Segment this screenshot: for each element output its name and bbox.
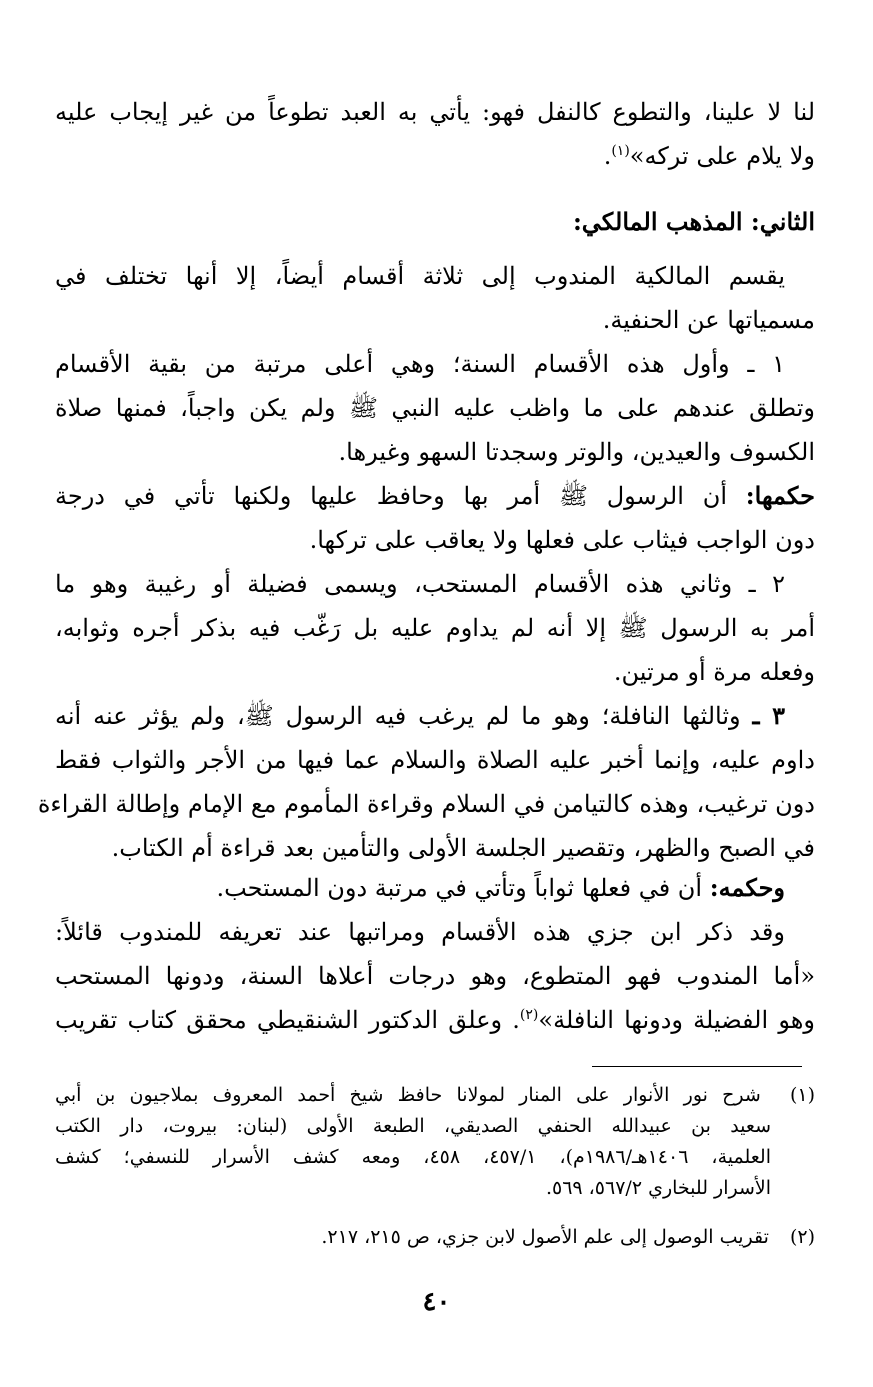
section-heading-maliki: الثاني: المذهب المالكي: [572,207,815,236]
body-line-16: في الصبح والظهر، وتقصير الجلسة الأولى والتأمين بعد قراءة أم الكتاب. [111,834,815,862]
footnote-2-text: تقريب الوصول إلى علم الأصول لابن جزي، ص ٢١٥، ٢١٧. [321,1226,769,1248]
body-line-6: وتطلق عندهم على ما واظب عليه النبي ﷺ ولم يكن واجباً، فمنها صلاة [55,394,815,422]
footnote-ref-1[interactable]: (١) [611,143,630,159]
body-line-8-text: أن الرسول ﷺ أمر بها وحافظ عليها ولكنها تأتي في درجة [55,482,746,510]
body-line-1: لنا لا علينا، والتطوع كالنفل فهو: يأتي به العبد تطوعاً من غير إيجاب عليه [55,98,815,126]
body-line-13-text: وثالثها النافلة؛ وهو ما لم يرغب فيه الرسول ﷺ، ولم يؤثر عنه أنه [55,702,753,730]
body-line-19: «أما المندوب فهو المتطوع، وهو درجات أعلاها السنة، ودونها المستحب [55,962,815,990]
quote-end: وهو الفضيلة ودونها النافلة» [538,1006,815,1034]
footnote-1-number: (١) [789,1084,815,1106]
body-line-5: ١ ـ وأول هذه الأقسام السنة؛ وهي أعلى مرتبة من بقية الأقسام [55,350,786,378]
body-line-3: يقسم المالكية المندوب إلى ثلاثة أقسام أيضاً، إلا أنها تختلف في [55,262,785,290]
body-line-18: وقد ذكر ابن جزي هذه الأقسام ومراتبها عند تعريفه للمندوب قائلاً: [55,918,785,946]
footnote-separator [592,1066,802,1067]
body-line-2 [55,134,815,178]
footnote-2-number: (٢) [789,1226,815,1248]
body-line-11: أمر به الرسول ﷺ إلا أنه لم يداوم عليه بل رَغّب فيه بذكر أجره وثوابه، [55,614,815,642]
footnote-ref-2[interactable]: (٢) [519,1007,539,1023]
body-line-17 [55,866,815,910]
body-line-13 [55,694,815,738]
footnote-1-line-3: العلمية، ١٤٠٦هـ/١٩٨٦م)، ٤٥٧/١، ٤٥٨، ومعه كشف الأسرار للنسفي؛ كشف [55,1146,771,1168]
body-line-7: الكسوف والعيدين، والوتر وسجدتا السهو وغيرها. [338,438,815,466]
body-line-8 [55,474,815,518]
body-line-2-text: ولا يلام على تركه» [629,142,815,170]
body-line-17-text: أن في فعلها ثواباً وتأتي في مرتبة دون المستحب. [216,874,710,902]
body-line-4: مسمياتها عن الحنفية. [602,306,815,334]
ruling-label-nafilah: وحكمه: [709,873,785,902]
item-number-3: ٣ ـ [752,701,786,730]
body-line-20-text: . وعلق الدكتور الشنقيطي محقق كتاب تقريب [55,1006,520,1034]
body-line-15: دون ترغيب، وهذه كالتيامن في السلام وقراءة المأموم مع الإمام وإطالة القراءة [37,790,815,818]
body-line-10: ٢ ـ وثاني هذه الأقسام المستحب، ويسمى فضيلة أو رغيبة وهو ما [55,570,785,598]
footnote-1-text-1: شرح نور الأنوار على المنار لمولانا حافظ شيخ أحمد المعروف بملاجيون بن أبي [55,1084,761,1106]
body-line-12: وفعله مرة أو مرتين. [613,658,815,686]
page-number: ٤٠ [422,1287,451,1317]
footnote-2-line-1 [55,1222,815,1253]
footnote-1-line-1 [55,1080,815,1111]
ruling-label-sunnah: حكمها: [745,481,815,510]
footnote-1-line-2: سعيد بن عبيدالله الحنفي الصديقي، الطبعة الأولى (لبنان: بيروت، دار الكتب [55,1115,771,1137]
body-line-2-period: . [603,142,612,170]
body-line-9: دون الواجب فيثاب على فعلها ولا يعاقب على تركها. [309,526,815,554]
body-line-20 [55,998,815,1042]
footnote-1-line-4: الأسرار للبخاري ٥٦٧/٢، ٥٦٩. [545,1177,771,1199]
body-line-14: داوم عليه، وإنما أخبر عليه الصلاة والسلام عما فيها من الأجر والثواب فقط [55,746,815,774]
